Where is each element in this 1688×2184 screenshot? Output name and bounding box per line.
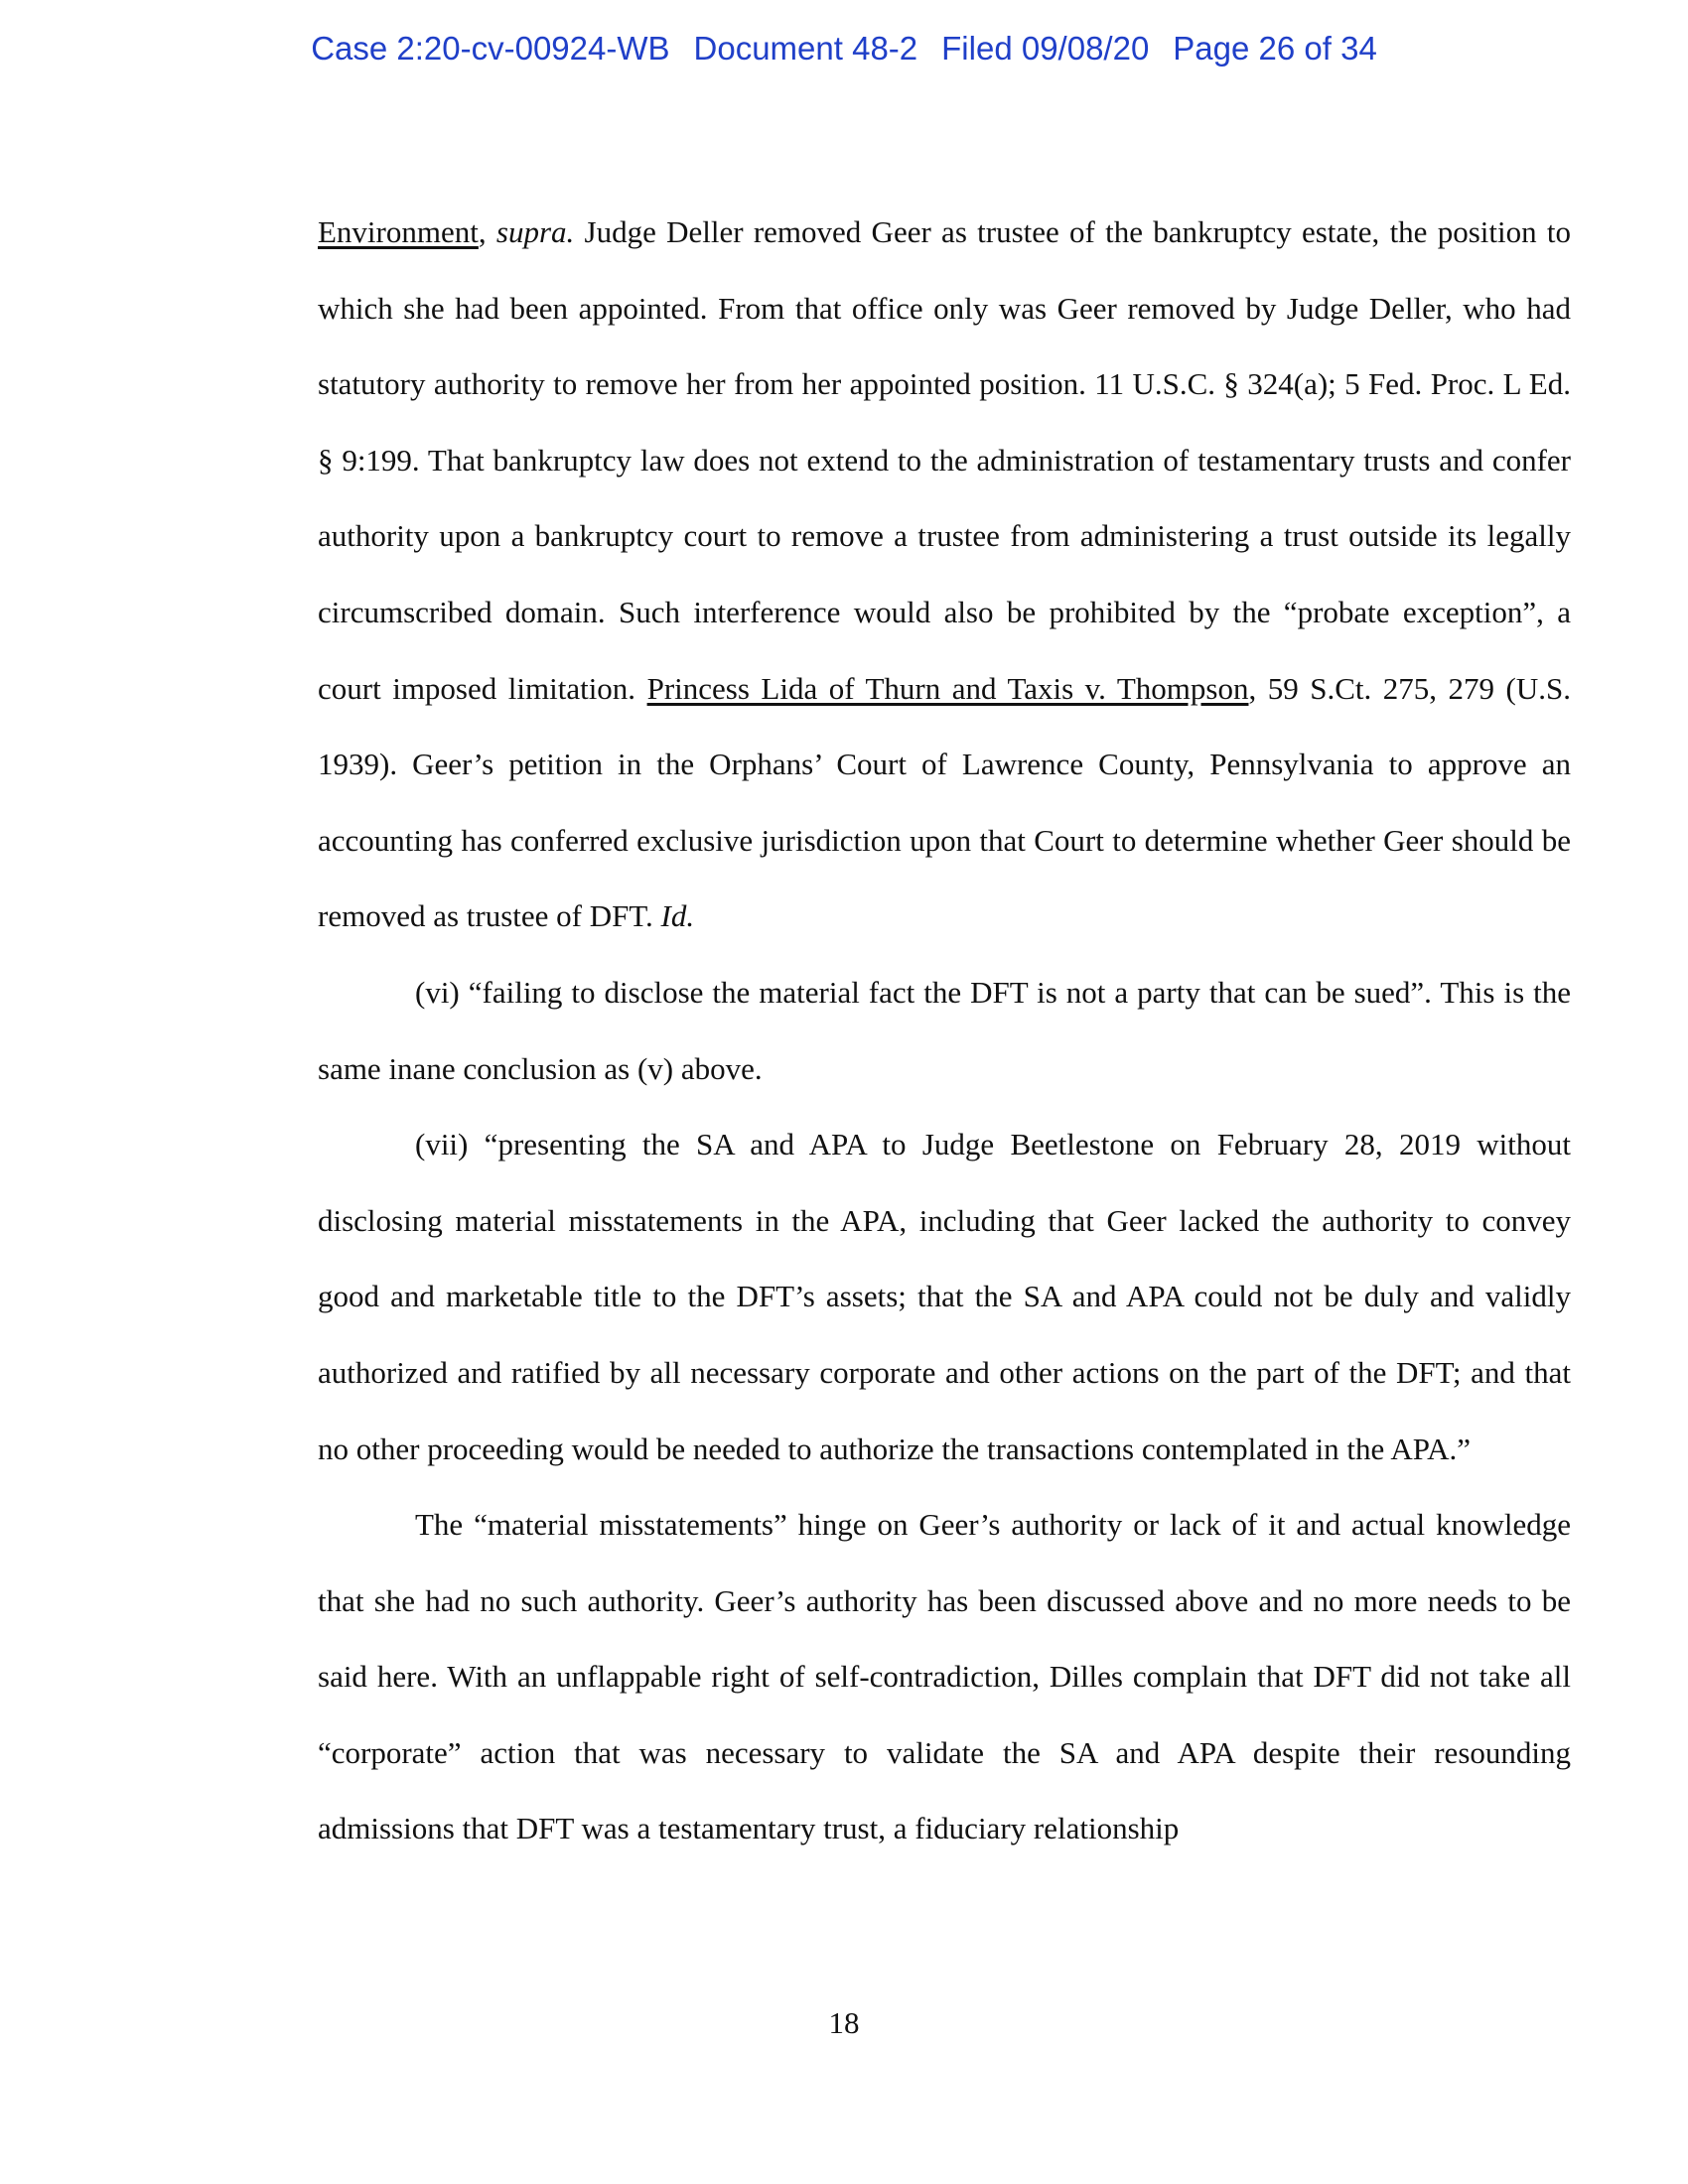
text-segment: , 59 S.Ct. 275, 279 (U.S. 1939). Geer’s petition in the Orphans’ Court of Lawrence County, Pennsylvania to approve an accounting has conferred exclusive jurisdiction upon that Court to determine whether Geer should be removed as trustee of DFT. <box>318 670 1572 934</box>
case-citation: Princess Lida of Thurn and Taxis v. Thompson <box>646 670 1249 706</box>
case-citation: Environment <box>318 214 479 249</box>
page-number: 18 <box>828 2005 860 2040</box>
paragraph-1 <box>318 195 1571 955</box>
italic-citation: supra. <box>495 214 575 249</box>
filed-date: Filed 09/08/20 <box>941 30 1150 67</box>
text-segment: (vii) “presenting the SA and APA to Judge Beetlestone on February 28, 2019 without disclosing material misstatements in the APA, including that Geer lacked the authority to convey good and marketable title to the DFT’s assets; that the SA and APA could not be duly and validly authorized and ratified by all necessary corporate and other actions on the part of the DFT; and that no other proceeding would be needed to authorize the transactions contemplated in the APA.” <box>318 1127 1571 1466</box>
text-segment: Judge Deller removed Geer as trustee of the bankruptcy estate, the position to which she had been appointed. From that office only was Geer removed by Judge Deller, who had statutory authority to remove her from her appointed position. 11 U.S.C. § 324(a); 5 Fed. Proc. L Ed. § 9:199. That bankruptcy law does not extend to the administration of testamentary trusts and confer authority upon a bankruptcy court to remove a trustee from administering a trust outside its legally circumscribed domain. Such interference would also be prohibited by the “probate exception”, a court imposed limitation. <box>318 214 1571 706</box>
italic-citation: Id. <box>660 898 695 934</box>
text-segment: , <box>478 214 496 249</box>
paragraph-2 <box>318 955 1571 1107</box>
document-number: Document 48-2 <box>693 30 918 67</box>
paragraph-4 <box>318 1487 1571 1867</box>
text-segment: The “material misstatements” hinge on Geer’s authority or lack of it and actual knowledge that she had no such authority. Geer’s authority has been discussed above and no more needs to be said here. With an unflappable right of self-contradiction, Dilles complain that DFT did not take all “corporate” action that was necessary to validate the SA and APA despite their resounding admissions that DFT was a testamentary trust, a fiduciary relationship <box>318 1507 1571 1846</box>
text-segment: (vi) “failing to disclose the material fact the DFT is not a party that can be sued”. This is the same inane conclusion as (v) above. <box>318 974 1571 1086</box>
document-body <box>318 195 1571 1867</box>
paragraph-3 <box>318 1107 1571 1487</box>
page-count: Page 26 of 34 <box>1173 30 1377 67</box>
case-header <box>0 30 1688 68</box>
case-number: Case 2:20-cv-00924-WB <box>311 30 670 67</box>
